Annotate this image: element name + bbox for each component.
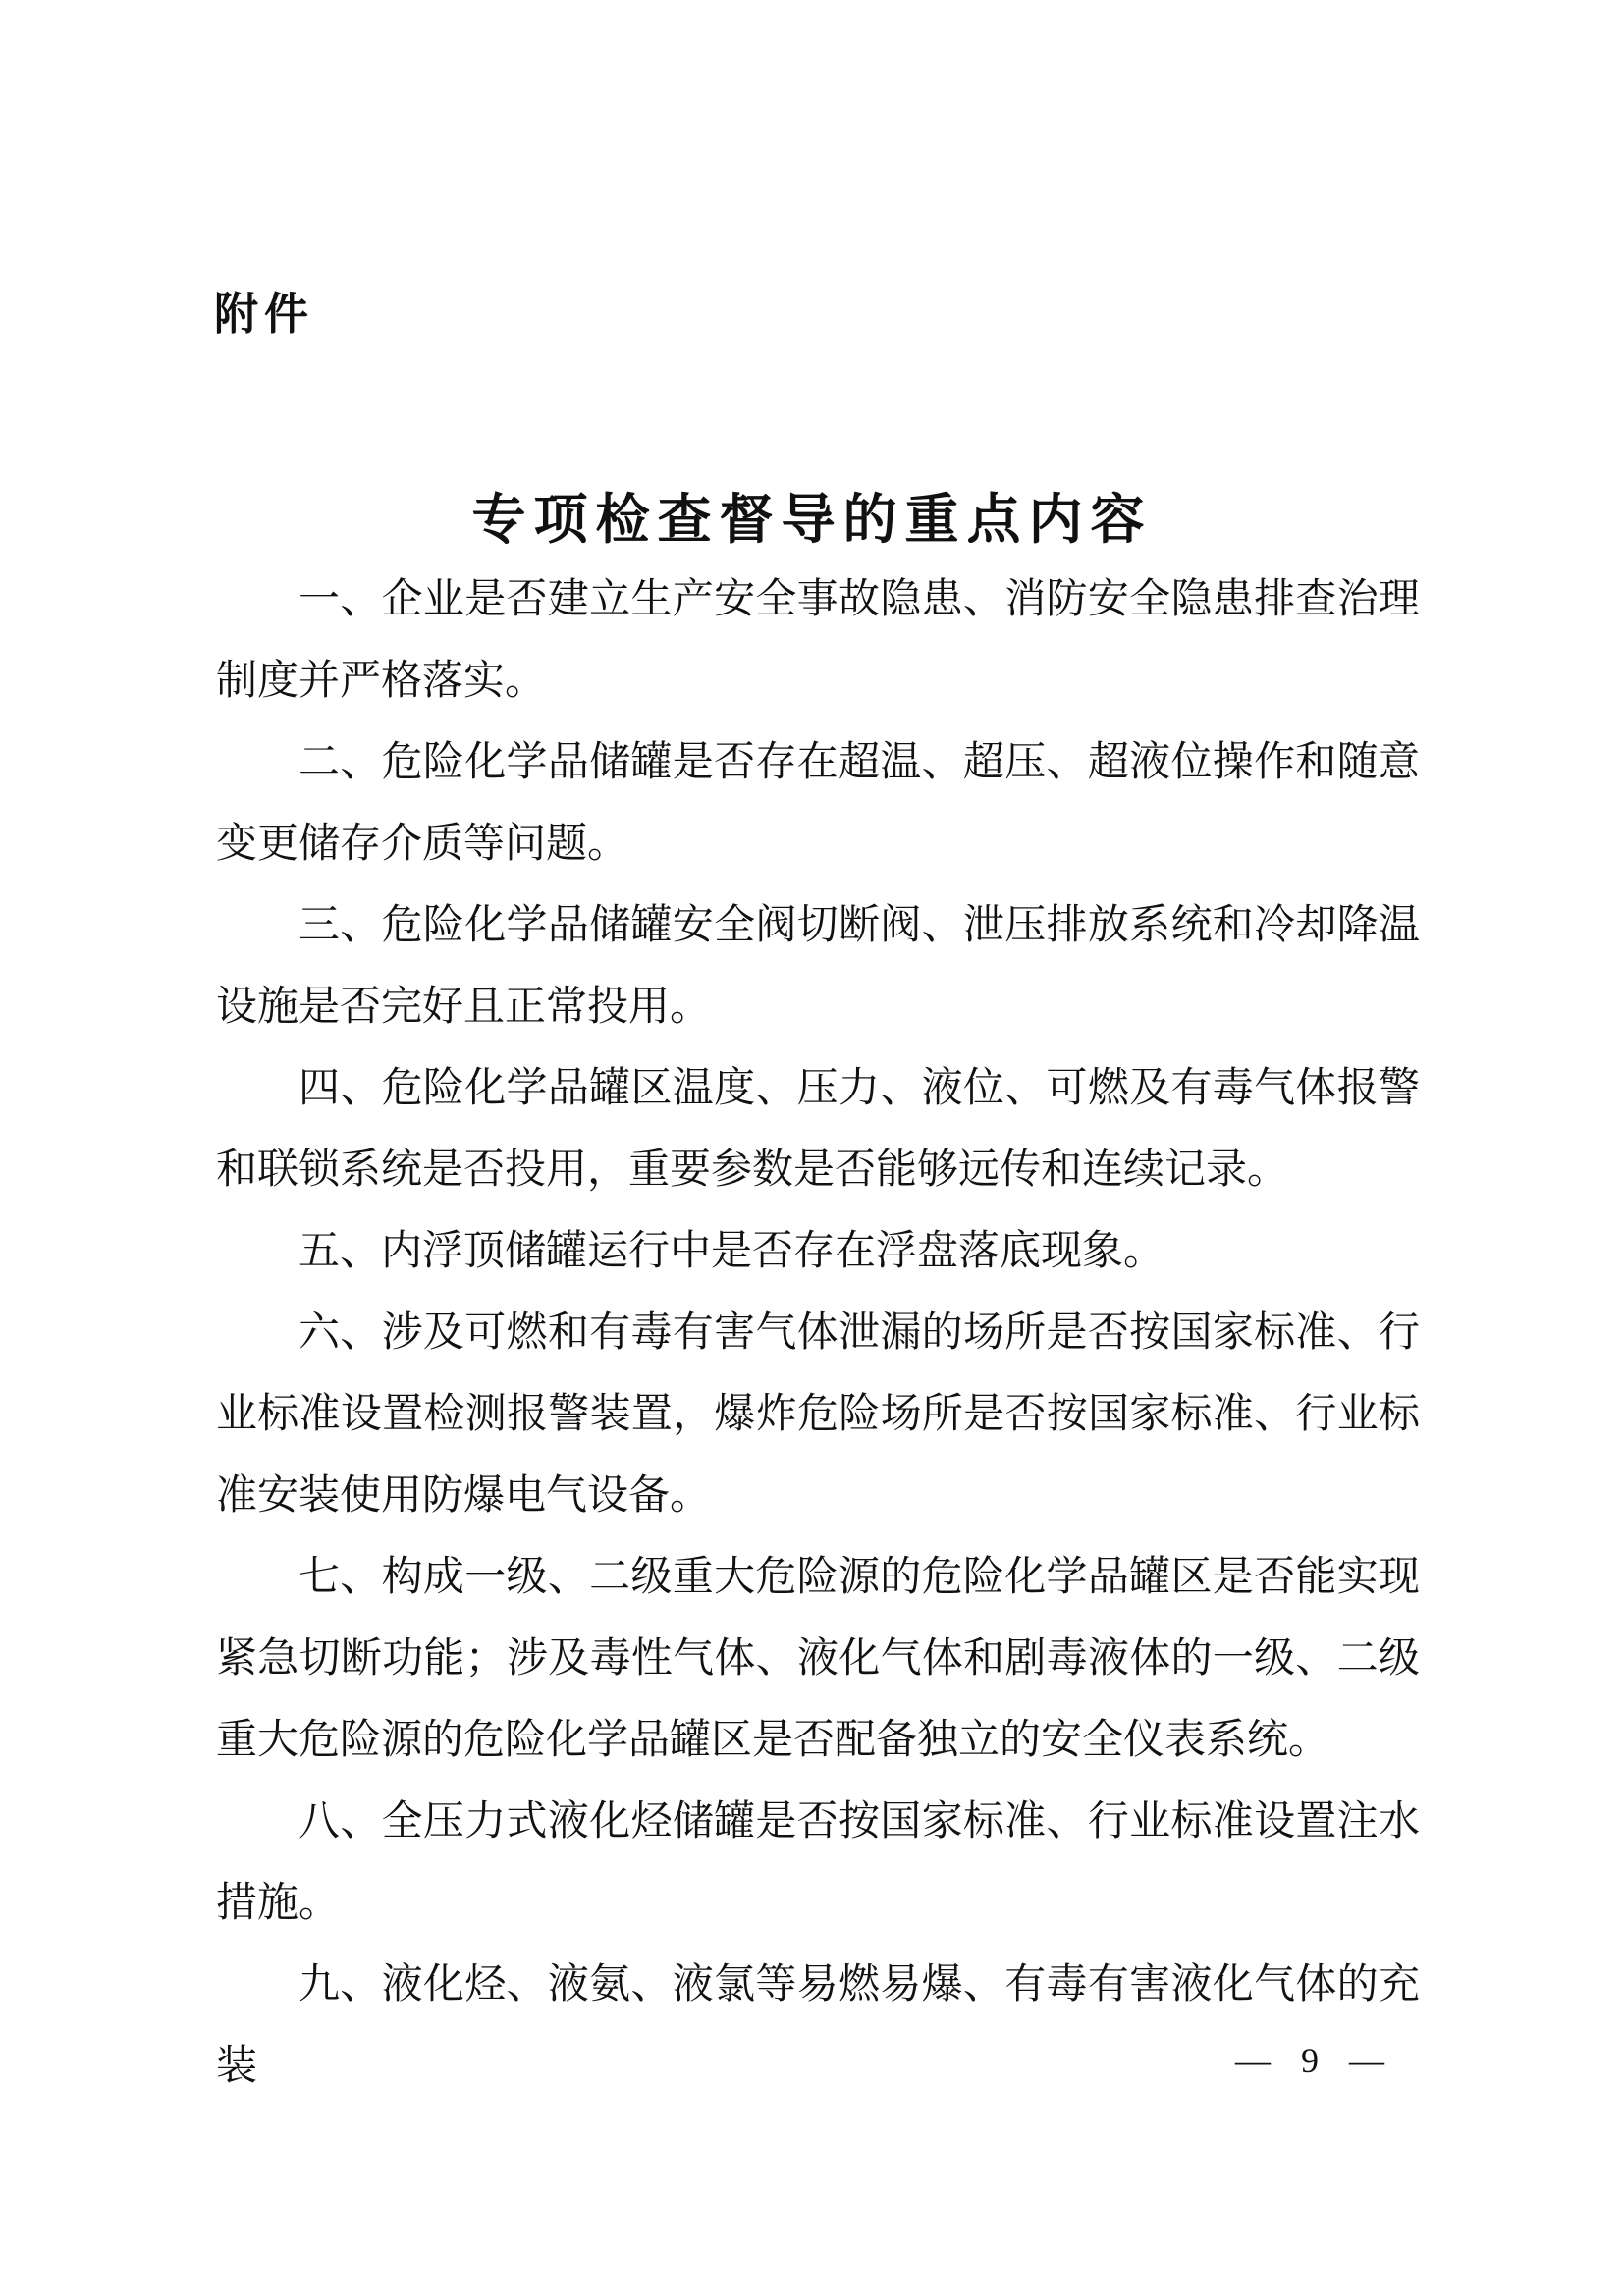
page-number: — 9 —	[1235, 2041, 1388, 2080]
body-paragraph-5: 五、内浮顶储罐运行中是否存在浮盘落底现象。	[298, 1229, 1165, 1274]
body-paragraph-6: 六、涉及可燃和有毒有害气体泄漏的场所是否按国家标准、行业标准设置检测报警装置，爆炸危险场所是否按国家标准、行业标准安装使用防爆电气设备。	[216, 1310, 1420, 1519]
body-paragraph-2: 二、危险化学品储罐是否存在超温、超压、超液位操作和随意变更储存介质等问题。	[216, 740, 1420, 867]
page-title: 专项检查督导的重点内容	[471, 489, 1153, 550]
document-body	[216, 560, 1420, 2108]
body-paragraph-1: 一、企业是否建立生产安全事故隐患、消防安全隐患排查治理制度并严格落实。	[216, 577, 1420, 704]
body-paragraph-4: 四、危险化学品罐区温度、压力、液位、可燃及有毒气体报警和联锁系统是否投用，重要参数是否能够远传和连续记录。	[216, 1066, 1420, 1193]
body-paragraph-8: 八、全压力式液化烃储罐是否按国家标准、行业标准设置注水措施。	[216, 1799, 1420, 1926]
attachment-label: 附件	[214, 290, 315, 339]
body-paragraph-9: 九、液化烃、液氨、液氯等易燃易爆、有毒有害液化气体的充装	[216, 1962, 1420, 2089]
body-paragraph-7: 七、构成一级、二级重大危险源的危险化学品罐区是否能实现紧急切断功能；涉及毒性气体、液化气体和剧毒液体的一级、二级重大危险源的危险化学品罐区是否配备独立的安全仪表系统。	[216, 1555, 1420, 1763]
body-paragraph-3: 三、危险化学品储罐安全阀切断阀、泄压排放系统和冷却降温设施是否完好且正常投用。	[216, 903, 1420, 1030]
